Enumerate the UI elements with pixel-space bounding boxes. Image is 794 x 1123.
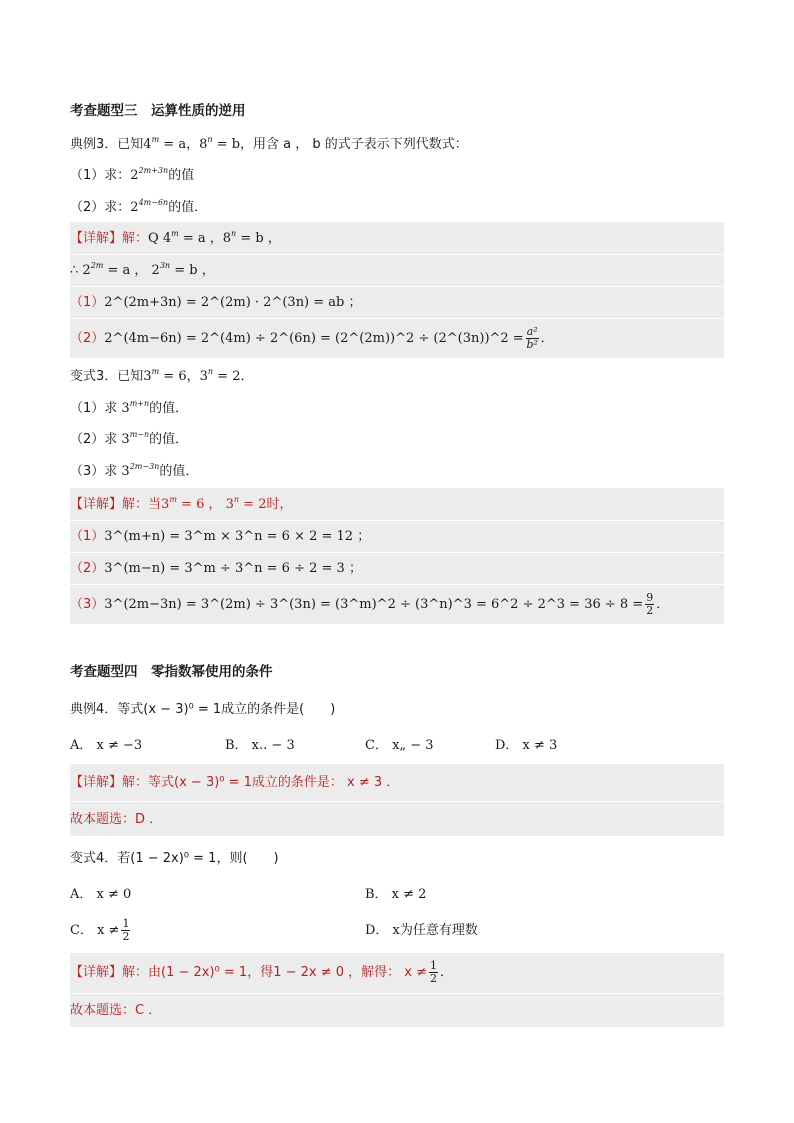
solution1-sup-a: m (171, 229, 179, 238)
solution2-line1 (70, 496, 292, 514)
solution-tag: 【详解】 (70, 775, 123, 790)
fraction-denominator: 2 (122, 930, 130, 943)
solution3-line1 (70, 774, 399, 792)
q2-suffix: 的值． (168, 200, 208, 215)
solution1-l4-end: ． (540, 331, 554, 346)
solution1-line3 (70, 294, 362, 312)
variant3-question2: （2）求 $3^{m-n}$的值． (70, 430, 189, 447)
option-b: B． x.. − 3 (225, 738, 295, 753)
solution1-line2 (70, 262, 215, 280)
option-d: D． x ≠ 3 (495, 738, 558, 753)
example3-cond1-sup: m (151, 135, 160, 144)
solution2-l2-math: 3^(m+n) = 3^m × 3^n = 6 × 2 = 12 ； (104, 529, 371, 544)
option-c-prefix: C． x ≠ (70, 923, 120, 938)
v3q2-suffix: 的值． (149, 432, 189, 447)
example3-cond2-sup: n (207, 135, 213, 144)
fraction-numerator: a² (526, 325, 538, 338)
section3-title: 考查题型三 运算性质的逆用 (70, 103, 246, 119)
solution-tag: 【详解】 (70, 231, 123, 246)
fraction (526, 326, 539, 351)
fraction-denominator: 2 (430, 972, 437, 985)
solution2-sup-a: m (169, 495, 177, 504)
option-c (70, 918, 132, 943)
solution2-sup-b: n (233, 495, 240, 504)
solution4-end: ． (440, 965, 454, 980)
solution3-answer: 故本题选：D ． (70, 812, 163, 827)
solution1-l2-sup-b: 3n (159, 261, 171, 270)
q1-prefix: （1）求： (70, 168, 131, 183)
solution2-text: 解：当 (122, 497, 162, 512)
example3-cond2-eq: = b (212, 137, 241, 152)
solution-separator (70, 254, 724, 255)
variant4-statement: 变式4．若(1 − 2x)⁰ = 1，则( ) (70, 851, 279, 866)
v3q3-prefix: （3）求 (70, 464, 118, 479)
q1-sup: 2m+3n (138, 166, 169, 175)
variant3-cond2-sup: n (207, 367, 214, 376)
variant3-cond2-base: 3 (199, 369, 208, 384)
solution-separator (70, 318, 724, 319)
variant3-statement: 变式3．已知$3^m = 6$，$3^n = 2$． (70, 367, 254, 384)
q2-prefix: （2）求： (70, 200, 131, 215)
solution2-l4-end: ． (656, 597, 670, 612)
option-a: A． x ≠ 0 (70, 887, 132, 902)
variant3-cond2-eq: = 2 (213, 369, 241, 384)
solution1-math-b: = a ，8 (178, 231, 231, 246)
variant3-cond1-base: 3 (143, 369, 152, 384)
option-a: A． x ≠ −3 (70, 738, 143, 753)
solution1-math-a: Q 4 (148, 231, 172, 246)
v3q3-suffix: 的值． (159, 464, 199, 479)
variant3-question1: （1）求 $3^{m+n}$的值． (70, 399, 189, 416)
solution2-l2-label: （1） (70, 529, 105, 544)
example3-cond1-base: 4 (143, 137, 152, 152)
solution-separator (70, 993, 724, 994)
section4-title: 考查题型四 零指数幂使用的条件 (70, 664, 273, 680)
solution2-l3-math: 3^(m−n) = 3^m ÷ 3^n = 6 ÷ 2 = 3 ； (104, 561, 362, 576)
solution2-l4-label: （3） (70, 597, 105, 612)
fraction-denominator: 2 (646, 604, 654, 617)
q2-sup: 4m−6n (138, 198, 169, 207)
example3-statement: 典例3．已知$4^m = a$，$8^n = b$，用含 a ， b 的式子表示下列代数式： (70, 135, 468, 152)
v3q3-sup: 2m−3n (129, 462, 160, 471)
fraction (121, 918, 130, 943)
solution1-line4 (70, 326, 554, 351)
solution1-l2-sup-a: 2m (90, 261, 104, 270)
solution1-l4-label: （2） (70, 331, 105, 346)
solution1-l2-b: = a ， 2 (103, 263, 160, 278)
example3-question1 (70, 167, 194, 185)
q2-base: 2 (130, 200, 139, 215)
solution1-l4-math: 2^(4m−6n) = 2^(4m) ÷ 2^(6n) = (2^(2m))^2 ÷ (2^(3n))^2 = (104, 331, 524, 346)
q1-suffix: 的值 (168, 168, 195, 183)
option-b: B． x ≠ 2 (365, 887, 427, 902)
option-c: C． x„ − 3 (365, 738, 434, 753)
v3q1-sup: m+n (129, 399, 150, 408)
option-d: D． x为任意有理数 (365, 923, 478, 938)
solution1-l2-c: = b ， (170, 263, 215, 278)
solution4-answer: 故本题选：C ． (70, 1003, 162, 1018)
variant3-question3: （3）求 $3^{2m-3n}$的值． (70, 462, 199, 479)
example3-question2 (70, 199, 207, 217)
fraction (429, 960, 438, 985)
solution2-line3 (70, 560, 362, 578)
solution-separator (70, 801, 724, 802)
solution1-l2-a: ∴ 2 (70, 263, 91, 278)
solution-separator (70, 552, 724, 553)
solution1-l3-math: 2^(2m+3n) = 2^(2m) · 2^(3n) = ab ； (104, 295, 362, 310)
example3-label: 典例3．已知 (70, 137, 144, 152)
solution2-math-c: = 2时， (239, 497, 293, 512)
solution2-math-b: = 6 ， 3 (176, 497, 234, 512)
solution-separator (70, 520, 724, 521)
variant3-cond1-eq: = 6 (159, 369, 187, 384)
solution1-sup-b: n (231, 229, 237, 238)
solution4-line1 (70, 960, 453, 985)
solution1-line1 (70, 230, 281, 248)
fraction (645, 592, 654, 617)
solution2-line2 (70, 528, 370, 546)
solution2-math-a: 3 (161, 497, 170, 512)
variant3-tail: ． (240, 369, 254, 384)
variant3-label: 变式3．已知 (70, 369, 144, 384)
fraction-numerator: 1 (430, 959, 437, 972)
variant3-cond1-sup: m (151, 367, 160, 376)
example4-statement: 典例4．等式(x − 3)⁰ = 1成立的条件是( ) (70, 702, 336, 717)
example3-cond2-base: 8 (199, 137, 208, 152)
q1-base: 2 (130, 168, 139, 183)
v3q2-sup: m−n (129, 430, 150, 439)
solution-separator (70, 584, 724, 585)
solution1-text: 解： (122, 231, 149, 246)
example3-tail: ，用含 a ， b 的式子表示下列代数式： (240, 137, 468, 152)
solution2-line4 (70, 592, 669, 617)
solution1-l3-label: （1） (70, 295, 105, 310)
variant4-options-row2 (70, 918, 724, 948)
v3q2-prefix: （2）求 (70, 432, 118, 447)
solution3-text: 解：等式(x − 3)⁰ = 1成立的条件是： x ≠ 3 ． (122, 775, 400, 790)
fraction-numerator: 9 (646, 591, 654, 604)
v3q1-prefix: （1）求 (70, 401, 118, 416)
solution2-l3-label: （2） (70, 561, 105, 576)
solution-tag: 【详解】 (70, 497, 123, 512)
solution-separator (70, 286, 724, 287)
example3-cond1-eq: = a (159, 137, 187, 152)
solution4-text: 解：由(1 − 2x)⁰ = 1，得1 − 2x ≠ 0 ，解得： x ≠ (122, 965, 427, 980)
v3q1-suffix: 的值． (149, 401, 189, 416)
fraction-numerator: 1 (122, 917, 130, 930)
solution1-math-c: = b ， (236, 231, 281, 246)
fraction-denominator: b² (526, 338, 538, 351)
solution2-l4-math: 3^(2m−3n) = 3^(2m) ÷ 3^(3n) = (3^m)^2 ÷ (3^n)^3 = 6^2 ÷ 2^3 = 36 ÷ 8 = (104, 597, 644, 612)
solution-tag: 【详解】 (70, 965, 123, 980)
